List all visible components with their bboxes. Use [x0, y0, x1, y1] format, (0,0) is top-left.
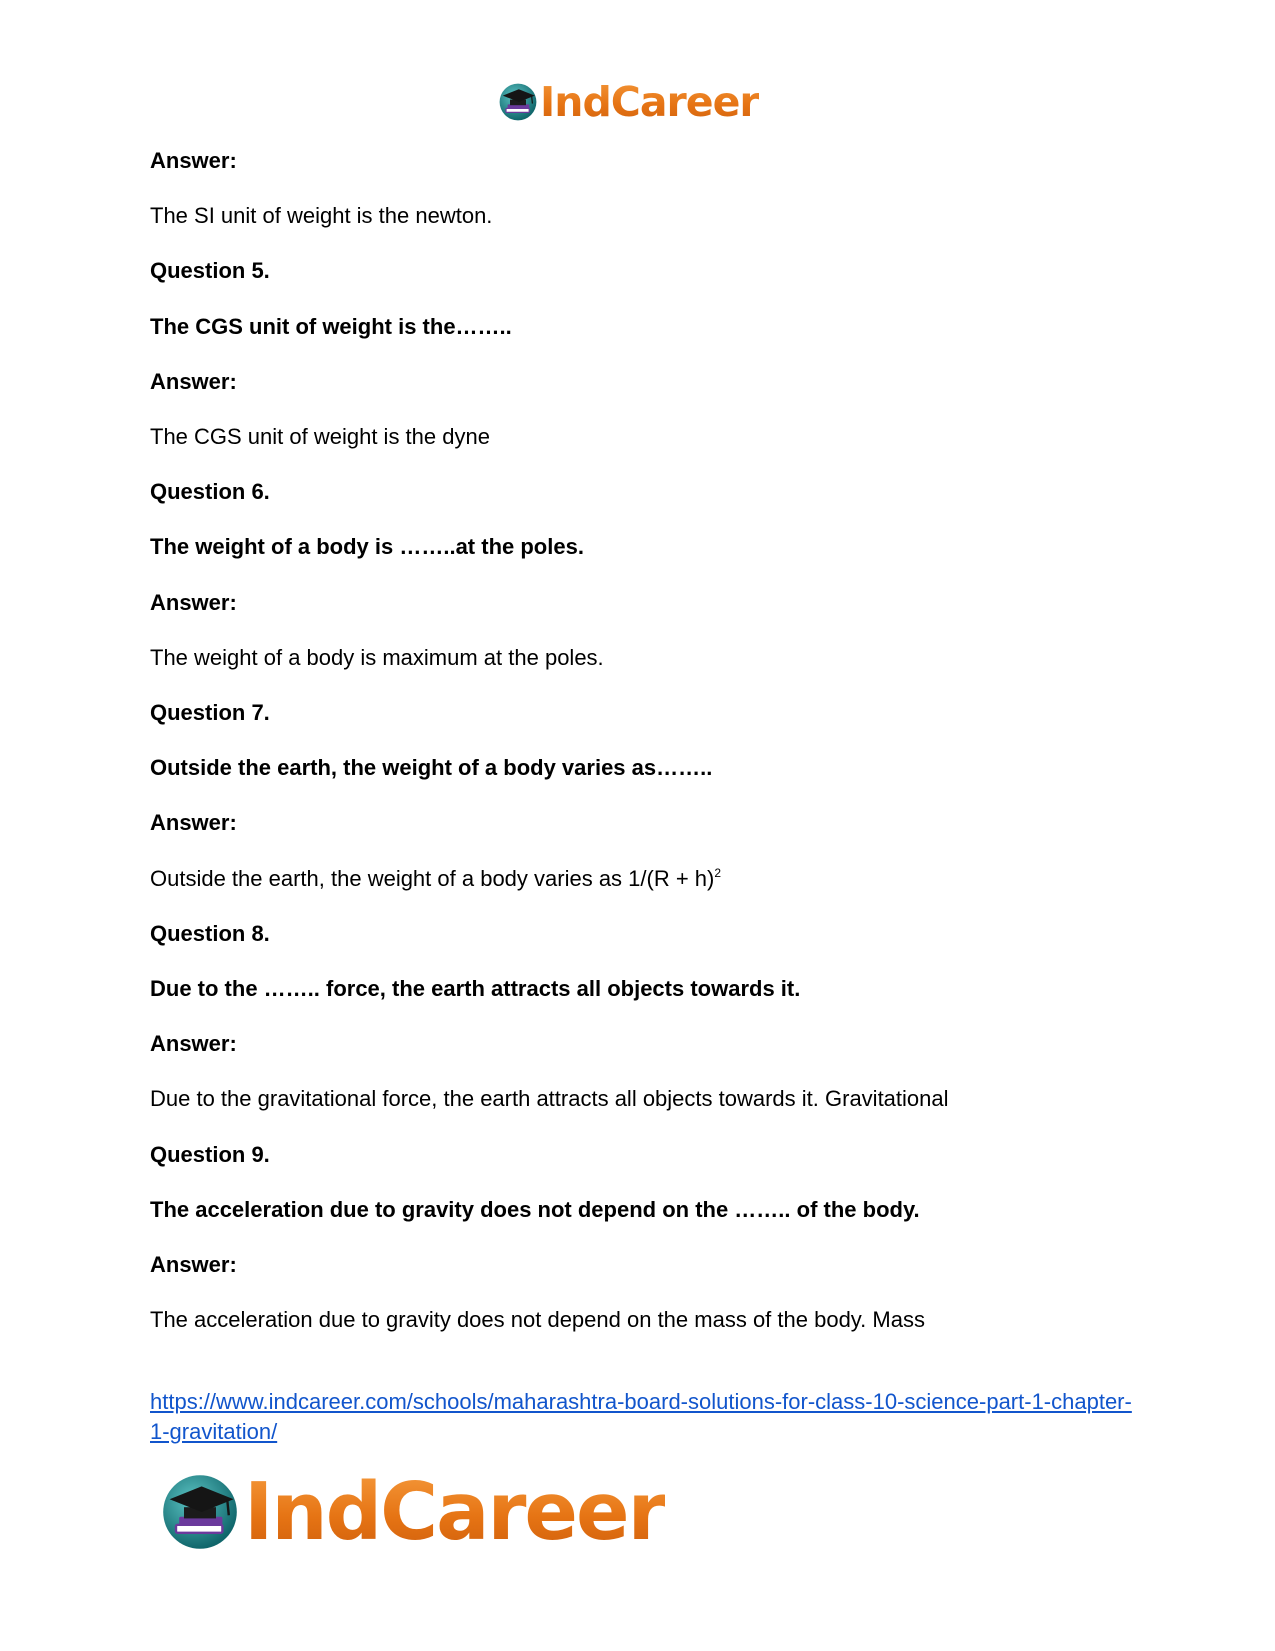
answer-text — [150, 1307, 925, 1333]
source-link[interactable]: https://www.indcareer.com/schools/maharashtra-board-solutions-for-class-10-science-part-1-chapter-1-gravitation/ — [150, 1389, 1132, 1444]
graduation-cap-book-icon — [160, 1472, 240, 1552]
answer-label-content: Answer: — [150, 1031, 237, 1056]
exponent: 2 — [714, 866, 722, 880]
question-number — [150, 479, 270, 505]
question-number-content: Question 5. — [150, 258, 270, 283]
question-number — [150, 700, 270, 726]
answer-text-content: The SI unit of weight is the newton. — [150, 203, 493, 228]
question-text-content: Due to the …….. force, the earth attracts all objects towards it. — [150, 976, 801, 1001]
answer-text — [150, 645, 604, 671]
graduation-cap-book-icon — [498, 82, 538, 122]
question-number-content: Question 7. — [150, 700, 270, 725]
answer-text — [150, 203, 492, 229]
question-text — [150, 314, 512, 340]
question-text-content: The acceleration due to gravity does not depend on the …….. of the body. — [150, 1197, 920, 1222]
question-text — [150, 534, 584, 560]
answer-label — [150, 590, 237, 616]
answer-label-content: Answer: — [150, 590, 237, 615]
answer-label — [150, 810, 237, 836]
question-text — [150, 976, 800, 1002]
answer-label — [150, 1252, 237, 1278]
answer-label-content: Answer: — [150, 810, 237, 835]
question-number — [150, 1142, 270, 1168]
answer-text — [150, 424, 490, 450]
question-number — [150, 258, 270, 284]
header-logo — [498, 76, 759, 128]
answer-label-content: Answer: — [150, 1252, 237, 1277]
answer-label — [150, 148, 237, 174]
question-number-content: Question 9. — [150, 1142, 270, 1167]
question-text-content: Outside the earth, the weight of a body varies as…….. — [150, 755, 713, 780]
answer-text-content: Due to the gravitational force, the earth attracts all objects towards it. Gravitational — [150, 1086, 949, 1111]
question-text-content: The weight of a body is ……..at the poles. — [150, 534, 584, 559]
answer-text-content: The CGS unit of weight is the dyne — [150, 424, 490, 449]
answer-text-content: The acceleration due to gravity does not depend on the mass of the body. Mass — [150, 1307, 925, 1332]
question-number — [150, 921, 270, 947]
question-text — [150, 755, 712, 781]
question-text — [150, 1197, 920, 1223]
question-text-content: The CGS unit of weight is the…….. — [150, 314, 512, 339]
logo-wordmark: IndCareer — [244, 1466, 665, 1558]
answer-label-content: Answer: — [150, 148, 237, 173]
question-number-content: Question 8. — [150, 921, 270, 946]
answer-label — [150, 1031, 237, 1057]
answer-text — [150, 1086, 949, 1112]
question-number-content: Question 6. — [150, 479, 270, 504]
answer-label — [150, 369, 237, 395]
footer-logo — [160, 1468, 665, 1556]
answer-label-content: Answer: — [150, 369, 237, 394]
answer-text-content: Outside the earth, the weight of a body varies as 1/(R + h) — [150, 866, 715, 891]
logo-wordmark: IndCareer — [540, 78, 759, 126]
answer-text-content: The weight of a body is maximum at the poles. — [150, 645, 604, 670]
answer-text — [150, 866, 721, 892]
